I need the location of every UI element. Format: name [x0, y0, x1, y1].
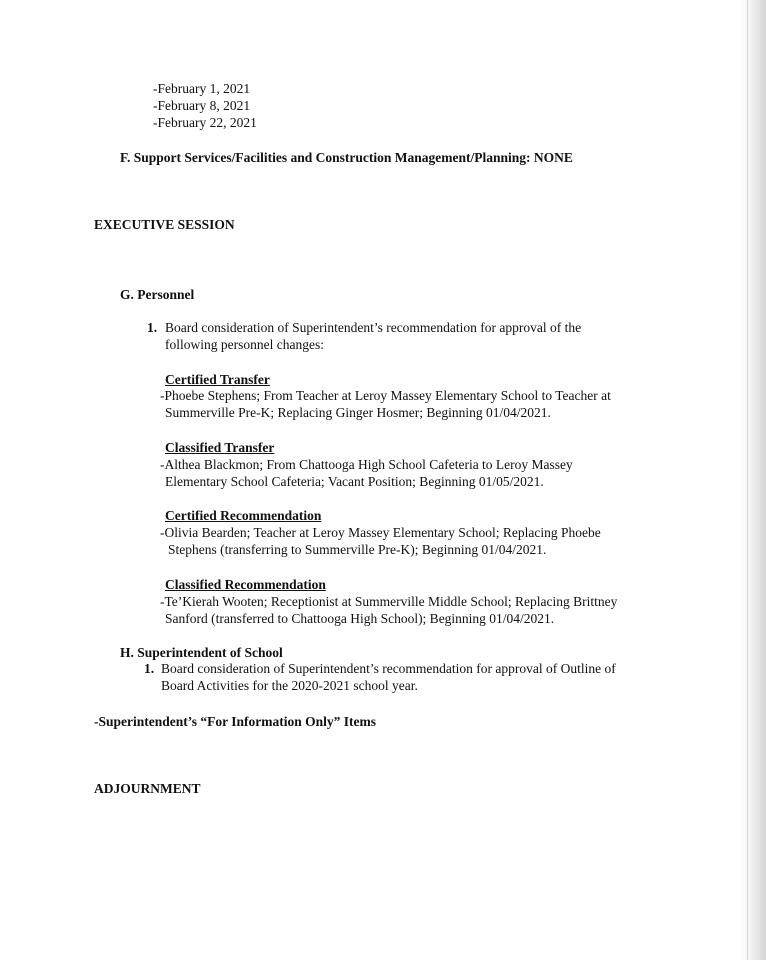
section-f-heading: F. Support Services/Facilities and Construction Management/Planning: NONE	[120, 150, 573, 165]
executive-session-heading: EXECUTIVE SESSION	[94, 217, 235, 232]
date-line: -February 8, 2021	[153, 98, 251, 113]
adjournment-heading: ADJOURNMENT	[94, 781, 201, 796]
classified-recommendation-line: -Te’Kierah Wooten; Receptionist at Summerville Middle School; Replacing Brittney	[160, 594, 618, 609]
certified-transfer-heading: Certified Transfer	[165, 372, 270, 387]
certified-recommendation-line: -Olivia Bearden; Teacher at Leroy Massey Elementary School; Replacing Phoebe	[160, 525, 601, 540]
section-g-item-number: 1.	[147, 320, 158, 335]
classified-recommendation-line: Sanford (transferred to Chattooga High School); Beginning 01/04/2021.	[165, 611, 555, 626]
classified-transfer-heading: Classified Transfer	[165, 440, 275, 455]
section-h-item-text: Board Activities for the 2020-2021 school year.	[161, 678, 418, 693]
section-g-item-text: following personnel changes:	[165, 337, 324, 352]
section-h-heading: H. Superintendent of School	[120, 645, 283, 660]
date-line: -February 22, 2021	[153, 115, 257, 130]
page-right-edge-line	[747, 0, 748, 960]
classified-recommendation-heading: Classified Recommendation	[165, 577, 326, 592]
classified-transfer-line: Elementary School Cafeteria; Vacant Position; Beginning 01/05/2021.	[165, 474, 544, 489]
certified-transfer-line: -Phoebe Stephens; From Teacher at Leroy Massey Elementary School to Teacher at	[160, 388, 611, 403]
certified-recommendation-line: Stephens (transferring to Summerville Pre-K); Beginning 01/04/2021.	[168, 542, 547, 557]
section-g-item-text: Board consideration of Superintendent’s recommendation for approval of the	[165, 320, 582, 335]
classified-transfer-line: -Althea Blackmon; From Chattooga High School Cafeteria to Leroy Massey	[160, 457, 573, 472]
information-only-items: -Superintendent’s “For Information Only” Items	[94, 714, 377, 729]
page-right-edge-shadow	[740, 0, 766, 960]
date-line: -February 1, 2021	[153, 81, 251, 96]
certified-recommendation-heading: Certified Recommendation	[165, 508, 322, 523]
section-h-item-text: Board consideration of Superintendent’s recommendation for approval of Outline of	[161, 661, 616, 676]
section-g-heading: G. Personnel	[120, 287, 195, 302]
certified-transfer-line: Summerville Pre-K; Replacing Ginger Hosmer; Beginning 01/04/2021.	[165, 405, 551, 420]
section-h-item-number: 1.	[144, 661, 155, 676]
